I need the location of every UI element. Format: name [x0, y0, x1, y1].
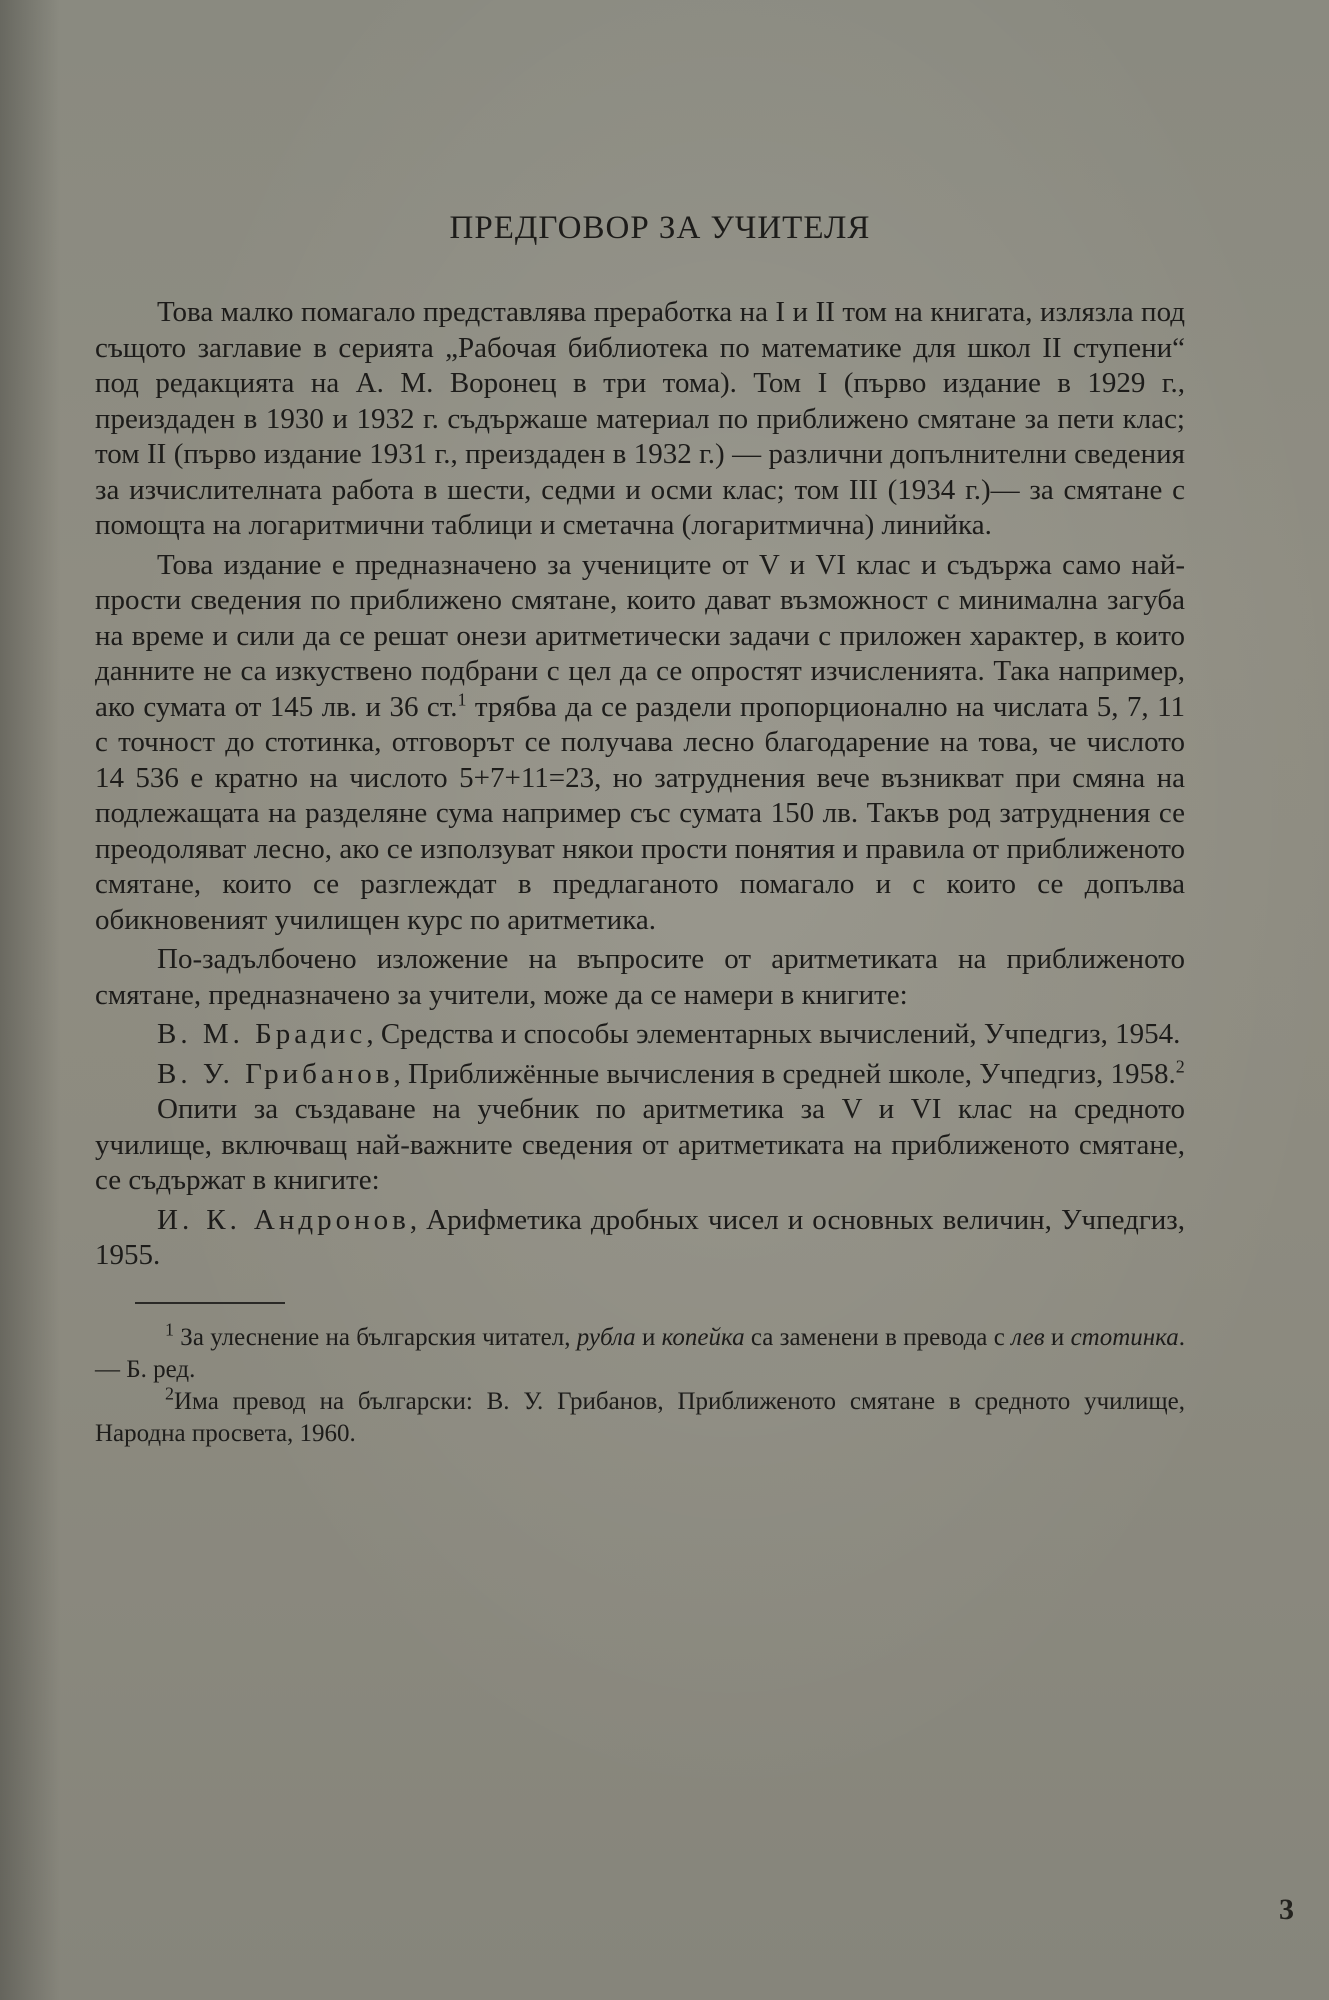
paragraph-3: По-задълбочено изложение на въпросите от аритметиката на приближеното смятане, предназначено за учители, може да се намери в книгите: — [95, 943, 1185, 1011]
page-edge-shadow — [0, 0, 60, 2000]
footnote-italic: копейка — [661, 1323, 745, 1351]
reference-gribanov — [95, 1057, 1185, 1093]
footnote-number: 2 — [165, 1383, 174, 1404]
reference-author: В. У. Грибанов — [157, 1057, 394, 1090]
reference-bradis — [95, 1017, 1185, 1053]
reference-author: В. М. Брадис — [157, 1018, 367, 1050]
footnote-text: Има превод на български: В. У. Грибанов, Приближеното смятане в средното училище, Народна просвета, 1960. — [95, 1387, 1185, 1447]
paragraph-2-continued: трябва да се раздели пропорционално на числата 5, 7, 11 с точност до стотинка, отговорът се получава лесно благодарение на това, че числото 14 536 е кратно на числото 5+7+11=23, но затруднения вече възникват при смяна на подлежащата на разделяне сума например със сумата 150 лв. Такъв род затруднения се преодоляват лесно, ако се използуват някои прости понятия и правила от приближеното смятане, които се разглеждат в предлаганото помагало и с които се допълва обикновеният училищен курс по аритметика. — [95, 690, 1186, 936]
page-content — [95, 210, 1185, 1450]
footnote-italic: лев — [1011, 1323, 1045, 1351]
footnote-2 — [95, 1383, 1185, 1450]
footnote-text: За улеснение на българския читател, — [180, 1323, 571, 1351]
footnote-italic: стотинка — [1070, 1323, 1179, 1351]
reference-andronov — [95, 1203, 1185, 1274]
footnote-divider — [135, 1302, 285, 1304]
reference-author: И. К. Андронов — [157, 1203, 410, 1236]
footnote-text: и — [1050, 1323, 1065, 1351]
footnote-1 — [95, 1319, 1186, 1386]
footnote-text: . — Б. ред. — [95, 1323, 1186, 1383]
paragraph-2-text: Това издание е предназначено за учениците от V и VI клас и съдържа само най-прости сведения по приближено смятане, които дават възможност с минимална загуба на време и сили да се решат онези аритметически задачи с приложен характер, в които данните не са изкуствено подбрани с цел да се опростят изчисленията. Така например, ако сумата от 145 лв. и 36 ст. — [95, 548, 1185, 723]
footnote-marker-1: 1 — [457, 688, 467, 709]
footnote-text: и — [641, 1323, 656, 1351]
footnote-italic: рубла — [576, 1323, 636, 1351]
paragraph-1: Това малко помагало представлява преработка на I и II том на книгата, излязла под същото заглавие в серията „Рабочая библиотека по математике для школ II ступени“ под редакцията на А. М. Воронец в три тома). Том I (първо издание в 1929 г., преиздаден в 1930 и 1932 г. съдържаше материал по приближено смятане за пети клас; том II (първо издание 1931 г., преиздаден в 1932 г.) — различни допълнителни сведения за изчислителната работа в шести, седми и осми клас; том III (1934 г.)— за смятане с помощта на логаритмични таблици и сметачна (логаритмична) линийка. — [95, 296, 1185, 541]
page-number: 3 — [1279, 1893, 1294, 1926]
reference-title: , Арифметика дробных чисел и основных величин, Учпедгиз, 1955. — [95, 1203, 1185, 1271]
page-heading: ПРЕДГОВОР ЗА УЧИТЕЛЯ — [449, 210, 871, 246]
paragraph-2 — [95, 548, 1185, 939]
paragraph-4: Опити за създаване на учебник по аритметика за V и VI клас на средното училище, включващ най-важните сведения от аритметиката на приближеното смятане, се съдържат в книгите: — [95, 1093, 1185, 1196]
footnote-marker-2: 2 — [1175, 1055, 1185, 1076]
reference-title: , Средства и способы элементарных вычислений, Учпедгиз, 1954. — [366, 1018, 1181, 1050]
footnote-text: са заменени в превода с — [750, 1323, 1005, 1351]
footnote-number: 1 — [165, 1319, 174, 1340]
reference-title: , Приближённые вычисления в средней школе, Учпедгиз, 1958. — [393, 1057, 1176, 1090]
